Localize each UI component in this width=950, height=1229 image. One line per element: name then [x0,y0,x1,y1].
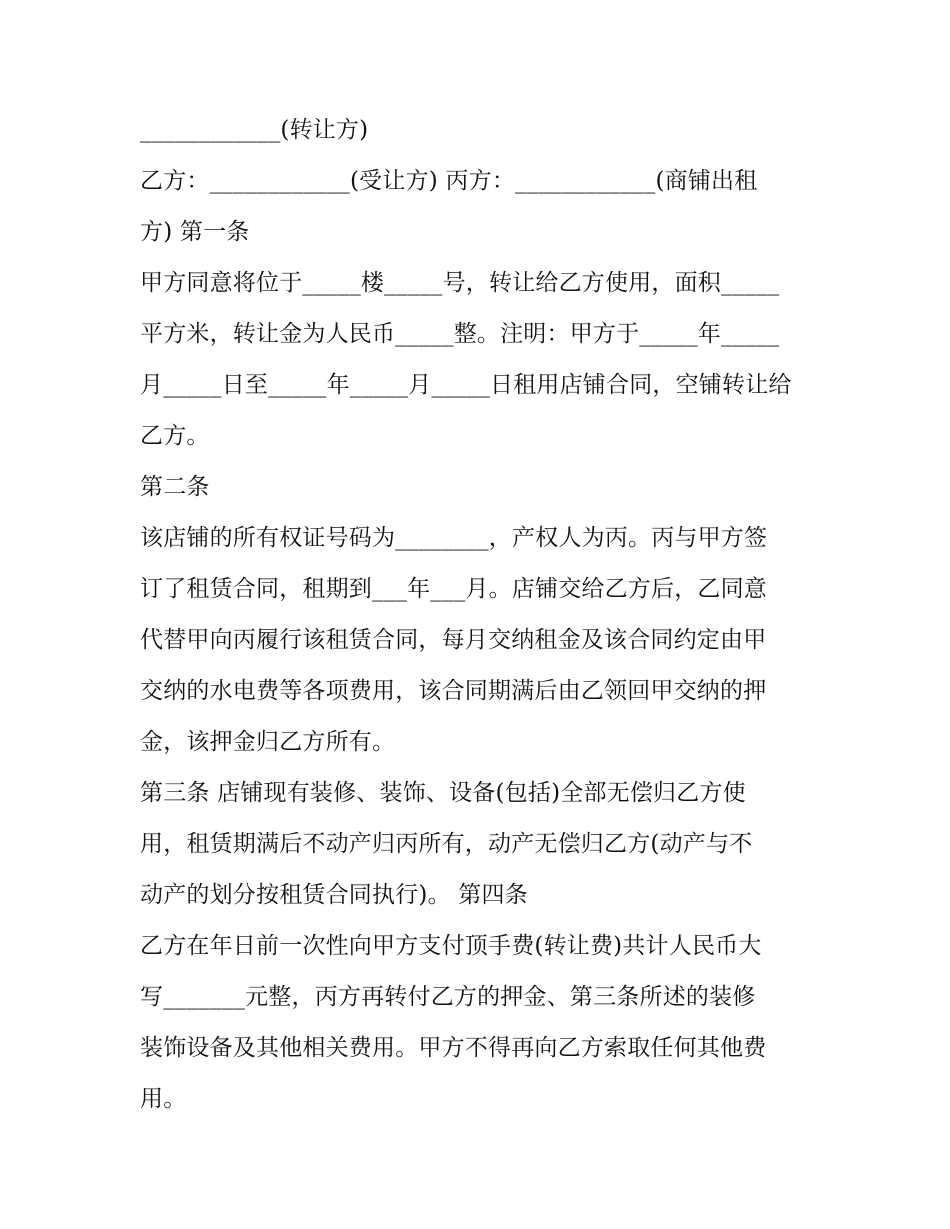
text-line: 代替甲向丙履行该租赁合同，每月交纳租金及该合同约定由甲 [140,627,767,653]
text-line: 订了租赁合同，租期到___年___月。店铺交给乙方后，乙同意 [140,576,767,602]
text-line: 月_____日至_____年_____月_____日租用店铺合同，空铺转让给 [140,372,792,398]
text-line: 乙方：____________(受让方) 丙方：____________(商铺出租 [140,168,758,194]
text-line: 交纳的水电费等各项费用，该合同期满后由乙领回甲交纳的押 [140,678,767,704]
text-line: 方) 第一条 [140,219,250,245]
text-line: 乙方在年日前一次性向甲方支付顶手费(转让费)共计人民币大 [140,933,762,959]
text-line: 该店铺的所有权证号码为________，产权人为丙。丙与甲方签 [140,525,768,551]
text-line: 甲方同意将位于_____楼_____号，转让给乙方使用，面积_____ [140,270,780,296]
text-line: 用，租赁期满后不动产归丙所有，动产无偿归乙方(动产与不 [140,831,753,857]
document-body [140,105,820,1125]
text-line: 装饰设备及其他相关费用。甲方不得再向乙方索取任何其他费 [140,1035,767,1061]
text-line: 第三条 店铺现有装修、装饰、设备(包括)全部无偿归乙方使 [140,780,746,806]
section-heading: 第二条 [140,474,210,500]
text-line: 动产的划分按租赁合同执行)。 第四条 [140,882,528,908]
text-line: 用。 [140,1086,187,1112]
text-line: 金，该押金归乙方所有。 [140,729,396,755]
text-line: 乙方。 [140,423,210,449]
text-line: ____________(转让方) [140,117,369,143]
text-line: 写_______元整，丙方再转付乙方的押金、第三条所述的装修 [140,984,756,1010]
text-line: 平方米，转让金为人民币_____整。注明：甲方于_____年_____ [140,321,780,347]
